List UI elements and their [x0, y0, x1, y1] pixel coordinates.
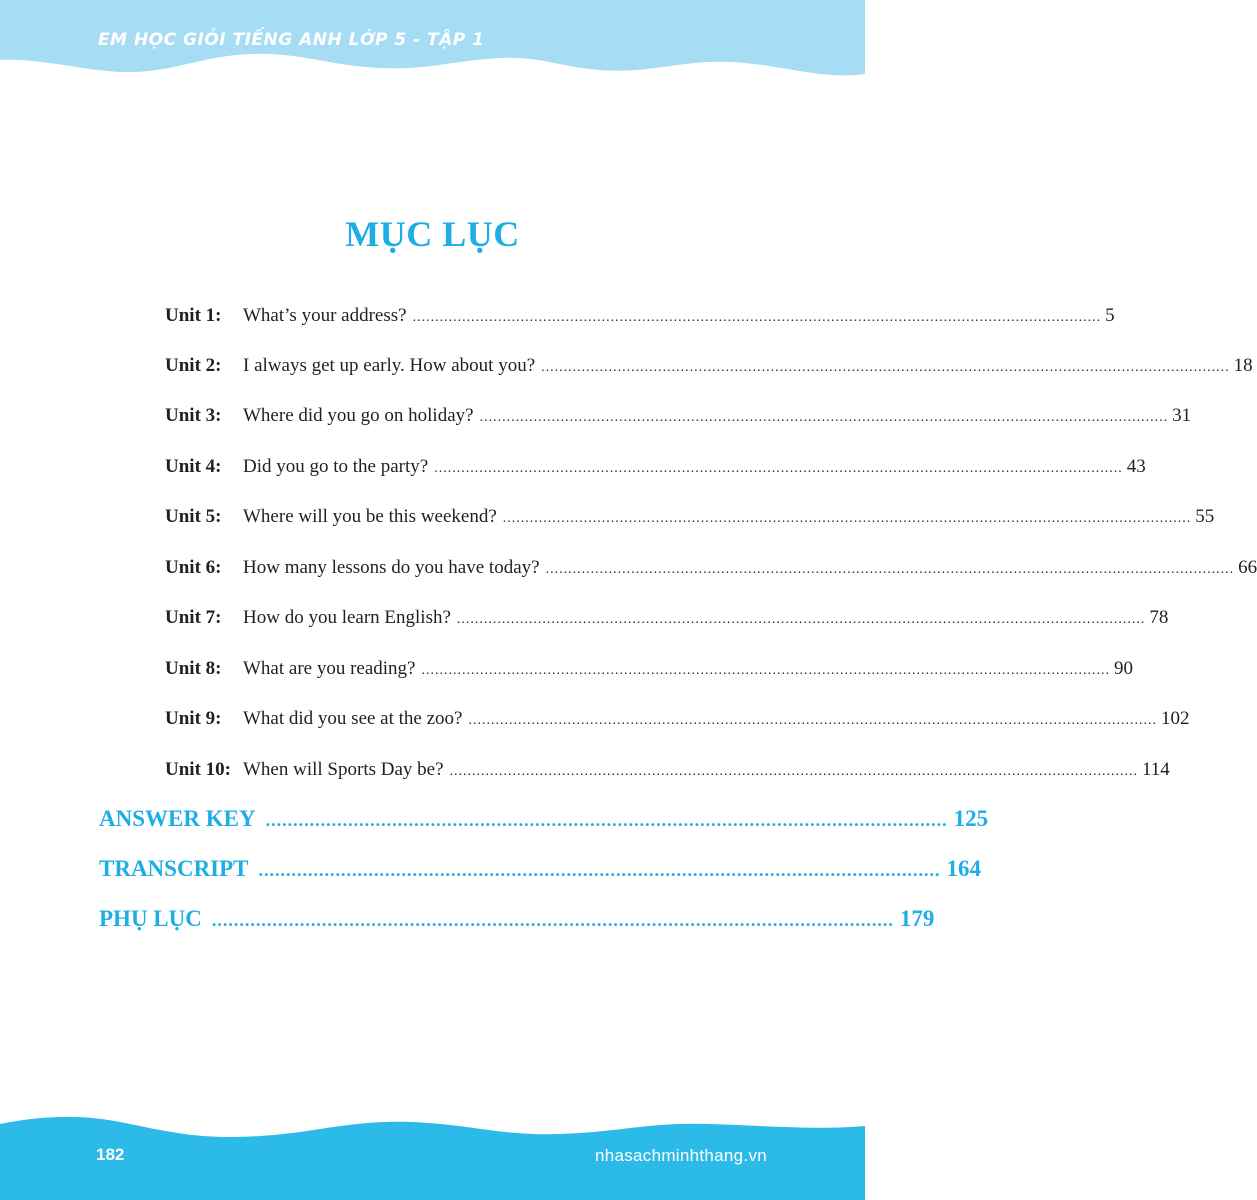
unit-label: Unit 5: — [165, 506, 222, 527]
unit-page-number: 5 — [1105, 305, 1115, 326]
toc-unit-row[interactable] — [165, 607, 1169, 639]
page-title: MỤC LỤC — [345, 214, 520, 254]
unit-page-number: 102 — [1160, 708, 1190, 729]
publisher-website: nhasachminhthang.vn — [594, 1146, 767, 1165]
dot-leader: ............................................................................................................................ — [265, 810, 948, 830]
dot-leader: ......................................................................................................................................................... — [449, 764, 1139, 779]
unit-label: Unit 10: — [165, 759, 231, 780]
unit-page-number: 31 — [1172, 405, 1192, 426]
dot-leader: ......................................................................................................................................................... — [434, 461, 1123, 476]
unit-label: Unit 6: — [165, 557, 222, 578]
section-label: TRANSCRIPT — [99, 856, 249, 881]
unit-label: Unit 9: — [165, 708, 222, 729]
dot-leader: ......................................................................................................................................................... — [468, 713, 1157, 728]
toc-section-row[interactable] — [99, 906, 935, 942]
dot-leader: ......................................................................................................................................................... — [456, 612, 1146, 627]
unit-label: Unit 3: — [165, 405, 222, 426]
toc-section-row[interactable] — [99, 856, 982, 892]
toc-unit-row[interactable] — [165, 759, 1170, 791]
unit-label: Unit 8: — [165, 658, 222, 679]
toc-unit-row[interactable] — [165, 305, 1115, 337]
dot-leader: ......................................................................................................................................................... — [541, 360, 1230, 375]
toc-unit-row[interactable] — [165, 405, 1192, 437]
section-label: ANSWER KEY — [99, 806, 256, 831]
unit-title: When will Sports Day be? — [243, 759, 444, 780]
toc-section-row[interactable] — [99, 806, 989, 842]
section-page-number: 125 — [953, 806, 989, 831]
unit-title: What’s your address? — [243, 305, 407, 326]
unit-label: Unit 4: — [165, 456, 222, 477]
unit-title: I always get up early. How about you? — [243, 355, 536, 376]
unit-title: Did you go to the party? — [243, 456, 429, 477]
unit-title: How many lessons do you have today? — [243, 557, 540, 578]
unit-title: What did you see at the zoo? — [243, 708, 463, 729]
dot-leader: ......................................................................................................................................................... — [545, 562, 1235, 577]
unit-page-number: 78 — [1149, 607, 1169, 628]
unit-page-number: 43 — [1126, 456, 1146, 477]
toc-unit-row[interactable] — [165, 658, 1133, 690]
unit-title: How do you learn English? — [243, 607, 451, 628]
unit-label: Unit 2: — [165, 355, 222, 376]
section-page-number: 164 — [946, 856, 982, 881]
unit-title: Where did you go on holiday? — [243, 405, 474, 426]
page-number: 182 — [96, 1145, 125, 1164]
book-series-title: EM HỌC GIỎI TIẾNG ANH LỚP 5 - TẬP 1 — [98, 30, 485, 50]
toc-unit-row[interactable] — [165, 557, 1257, 589]
dot-leader: ......................................................................................................................................................... — [502, 511, 1192, 526]
unit-page-number: 114 — [1142, 759, 1170, 780]
dot-leader: ......................................................................................................................................................... — [479, 410, 1169, 425]
unit-label: Unit 1: — [165, 305, 222, 326]
unit-title: What are you reading? — [243, 658, 416, 679]
dot-leader: ......................................................................................................................................................... — [421, 663, 1110, 678]
unit-page-number: 55 — [1195, 506, 1215, 527]
section-label: PHỤ LỤC — [99, 906, 202, 931]
toc-unit-row[interactable] — [165, 708, 1190, 740]
unit-page-number: 18 — [1233, 355, 1253, 376]
dot-leader: ......................................................................................................................................................... — [412, 310, 1102, 325]
toc-unit-row[interactable] — [165, 355, 1253, 387]
unit-label: Unit 7: — [165, 607, 222, 628]
unit-page-number: 66 — [1238, 557, 1257, 578]
toc-unit-row[interactable] — [165, 456, 1146, 488]
unit-page-number: 90 — [1114, 658, 1133, 679]
unit-title: Where will you be this weekend? — [243, 506, 497, 527]
dot-leader: ............................................................................................................................ — [211, 910, 894, 930]
dot-leader: ............................................................................................................................ — [258, 860, 941, 880]
section-page-number: 179 — [899, 906, 935, 931]
toc-unit-row[interactable] — [165, 506, 1215, 538]
